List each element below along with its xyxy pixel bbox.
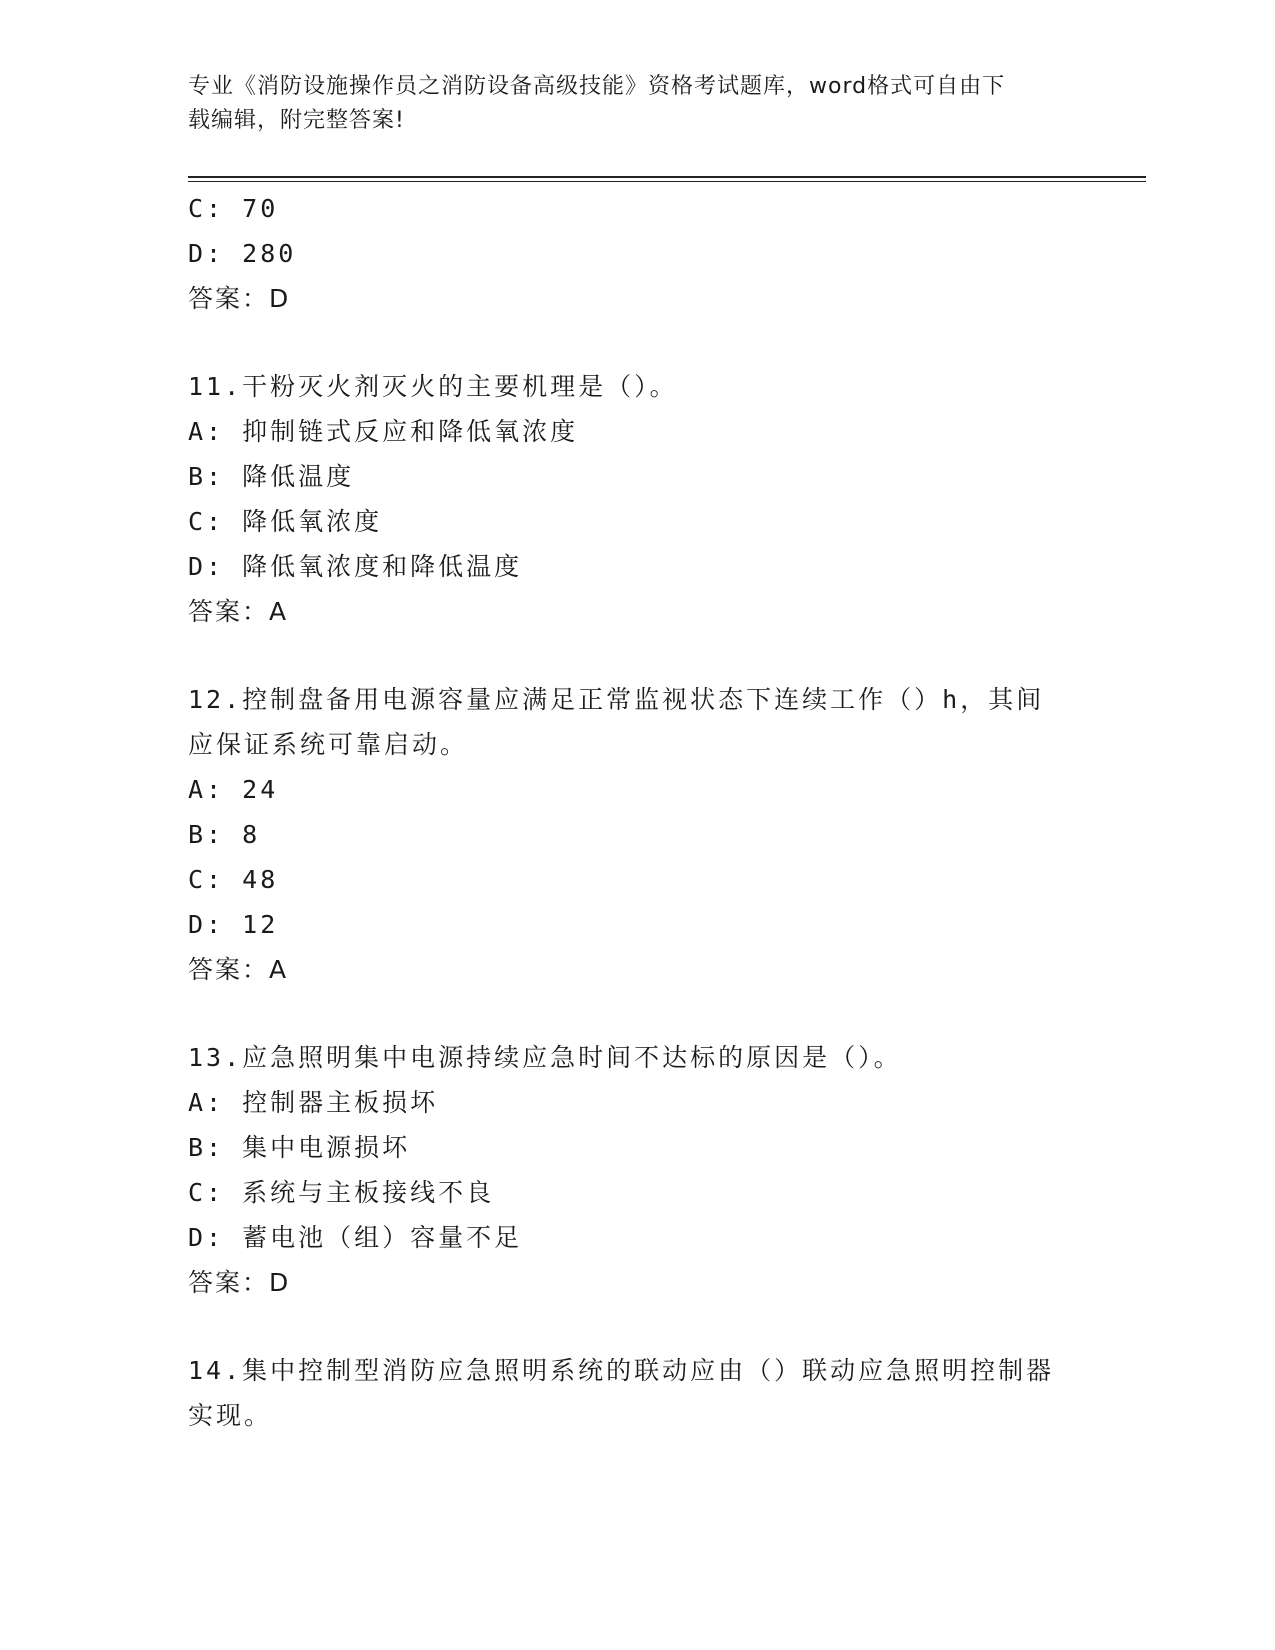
question-13 xyxy=(188,1035,1148,1305)
answer-label: 答案：D xyxy=(188,284,291,313)
option-b: B: 降低温度 xyxy=(188,462,355,491)
option-c: C: 48 xyxy=(188,865,279,894)
question-text-line-1: 14.集中控制型消防应急照明系统的联动应由（）联动应急照明控制器 xyxy=(188,1356,1055,1385)
header-divider xyxy=(188,176,1146,182)
option-a: A: 24 xyxy=(188,775,279,804)
question-12 xyxy=(188,677,1148,992)
option-d: D: 12 xyxy=(188,910,279,939)
option-b: B: 8 xyxy=(188,820,261,849)
option-a: A: 抑制链式反应和降低氧浓度 xyxy=(188,417,579,446)
option-d: D: 蓄电池（组）容量不足 xyxy=(188,1223,523,1252)
question-text: 11.干粉灭火剂灭火的主要机理是（）。 xyxy=(188,372,678,401)
option-a: A: 控制器主板损坏 xyxy=(188,1088,439,1117)
question-text-line-1: 12.控制盘备用电源容量应满足正常监视状态下连续工作（）h，其间 xyxy=(188,685,1045,714)
question-text: 13.应急照明集中电源持续应急时间不达标的原因是（）。 xyxy=(188,1043,902,1072)
header-line-1: 专业《消防设施操作员之消防设备高级技能》资格考试题库，word格式可自由下 xyxy=(188,74,1006,99)
answer-label: 答案：D xyxy=(188,1268,291,1297)
option-d: D: 降低氧浓度和降低温度 xyxy=(188,552,523,581)
question-14 xyxy=(188,1348,1148,1438)
question-11 xyxy=(188,364,1148,634)
document-page xyxy=(188,70,1148,1438)
option-c: C: 70 xyxy=(188,194,279,223)
header-line-2: 载编辑，附完整答案! xyxy=(188,108,405,133)
answer-label: 答案：A xyxy=(188,597,289,626)
question-text-line-2: 应保证系统可靠启动。 xyxy=(188,730,469,759)
option-c: C: 降低氧浓度 xyxy=(188,507,383,536)
option-d: D: 280 xyxy=(188,239,297,268)
document-header xyxy=(188,70,1068,138)
question-10-continued xyxy=(188,186,1148,321)
option-b: B: 集中电源损坏 xyxy=(188,1133,411,1162)
question-text-line-2: 实现。 xyxy=(188,1401,273,1430)
answer-label: 答案：A xyxy=(188,955,289,984)
option-c: C: 系统与主板接线不良 xyxy=(188,1178,495,1207)
